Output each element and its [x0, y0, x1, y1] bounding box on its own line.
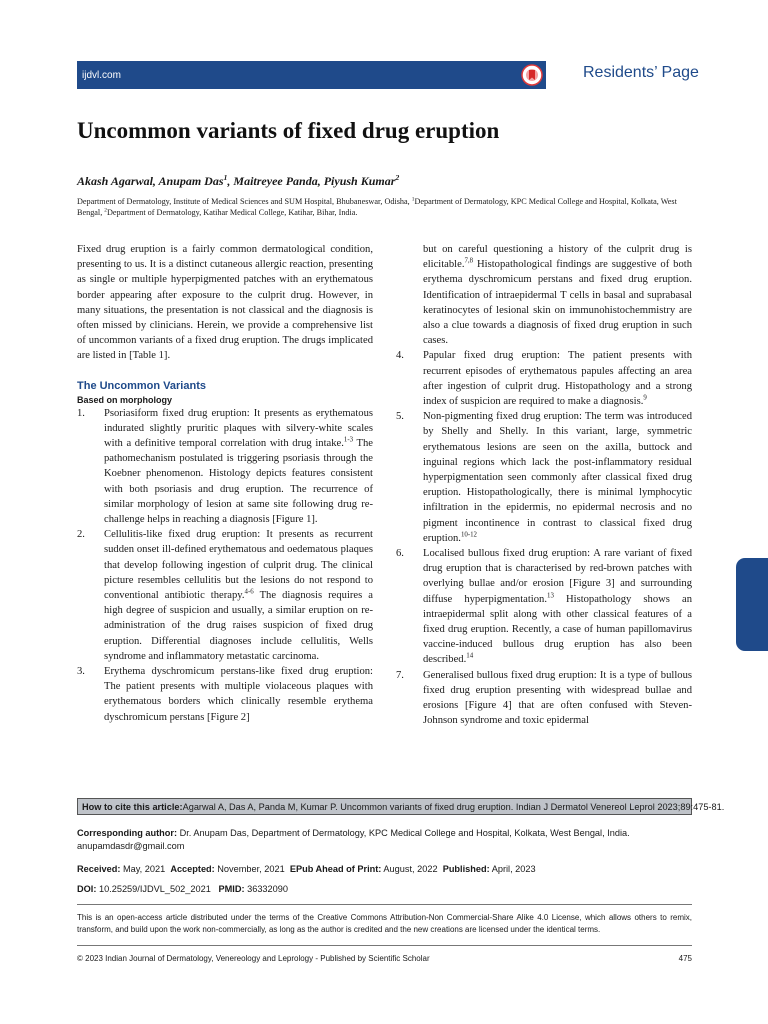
list-item: [396, 409, 692, 546]
affiliation-2: Department of Dermatology, KPC Medical College and Hospital, Kolkata, West Bengal,: [77, 197, 677, 217]
bookmark-logo-icon: [521, 64, 543, 86]
item-text: Cellulitis-like fixed drug eruption: It presents as recurrent sudden onset ill-defined erythematous and oedematous plaques that develop following ingestion of culprit drug. The clinical picture resembles cellulitis but the lesions do not respond to conventional antibiotic therapy.: [104, 529, 373, 602]
item-text: Erythema dyschromicum perstans-like fixed drug eruption: The patient presents with multiple violaceous plaques with erythematous borders which clinically resemble erythema dyschromicum perstans [Figure 2]: [104, 666, 373, 723]
citation-label: How to cite this article:: [82, 801, 183, 812]
list-item: [77, 406, 373, 528]
affiliation-mark-1: 1: [411, 196, 415, 203]
accepted-date: November, 2021: [214, 864, 285, 874]
subsection-heading: Based on morphology: [77, 394, 173, 405]
epub-label: EPub Ahead of Print:: [289, 864, 382, 874]
item-text-cont: The pathomechanism postulated is triggering psoriasis through the Koebner phenomenon. Histology depicts features consistent with both psoriasis and drug eruption. The recurrence of similar morphology of lesion at same site following drug re-challenge helps in reaching a diagnosis [Figure 1].: [104, 438, 373, 526]
pmid-label: PMID:: [218, 884, 245, 894]
item-text: Non-pigmenting fixed drug eruption: The term was introduced by Shelly and Shelly. In this variant, large, symmetric erythematous lesions are seen on the axilla, buttock and inguinal regions which lack the post-inflammatory residual hyperpigmentation seen commonly after classical fixed drug eruption. Histopathologically, there is minimal lymphocytic infiltration in the epidermis, no epidermal necrosis and no pigment incontinence in contrast to classical fixed drug eruption.: [423, 411, 692, 544]
list-item: [396, 546, 692, 668]
journal-header-bar: [77, 61, 546, 89]
list-item: [396, 348, 692, 409]
corresponding-author: [77, 827, 692, 852]
list-item: [77, 664, 373, 725]
received-date: May, 2021: [120, 864, 166, 874]
list-text: [423, 409, 692, 546]
affiliation-mark-2: 2: [104, 207, 107, 214]
pmid-value[interactable]: 36332090: [244, 884, 288, 894]
reference-mark: 13: [547, 592, 554, 600]
reference-mark: 14: [466, 652, 474, 660]
received-label: Received:: [77, 864, 121, 874]
published-label: Published:: [442, 864, 490, 874]
epub-date: August, 2022: [381, 864, 438, 874]
list-number: 6.: [396, 548, 404, 560]
license-text: This is an open-access article distributed under the terms of the Creative Commons Attribution-Non Commercial-Share Alike 4.0 License, which allows others to remix, transform, and build upon the work non-commercially, as long as the author is credited and the new creations are licensed under the identical terms.: [77, 913, 692, 934]
author-affiliation-mark-1: 1: [223, 173, 228, 182]
divider: [77, 904, 692, 905]
item-text-cont: Histopathology shows an intraepidermal split along with other classical features of a fixed drug eruption. Recently, a case of human papillomavirus vaccine-induced bullous drug eruption has also been described.: [423, 593, 692, 666]
body-column-right: [396, 242, 692, 729]
item-text-cont: Histopathological findings are suggestive of both erythema dyschromicum perstans and fixed drug eruption. Identification of intraepidermal T cells in basal and suprabasal keratinocytes of lesional skin on immunohistochemmistry are also a clue towards a diagnosis of fixed drug eruption in such cases.: [423, 259, 692, 347]
section-heading: The Uncommon Variants: [77, 379, 206, 392]
list-number-blank: [396, 242, 423, 348]
corresponding-label: Corresponding author:: [77, 828, 178, 838]
affiliation-1: Department of Dermatology, Institute of Medical Sciences and SUM Hospital, Bhubaneswar, Odisha,: [77, 197, 412, 206]
doi-value[interactable]: 10.25259/IJDVL_502_2021: [96, 884, 211, 894]
citation-text: Agarwal A, Das A, Panda M, Kumar P. Uncommon variants of fixed drug eruption. Indian J Dermatol Venereol Leprol 2023;89:475-81.: [182, 801, 725, 812]
affiliations: [77, 196, 692, 218]
page-footer: [77, 954, 692, 963]
intro-paragraph: Fixed drug eruption is a fairly common dermatological condition, presenting to us. It is a distinct cutaneous allergic reaction, presenting as single or multiple hyperpigmented patches with an erythematous border appearing after exposure to the culprit drug. However, in many situations, the presentation is not classical and the diagnosis is often missed by clinicians. Herein, we provide a comprehensive list of uncommon variants of a fixed drug eruption. The drugs implicated are listed in [Table 1].: [77, 244, 373, 362]
item-text: Papular fixed drug eruption: The patient presents with recurrent episodes of erythematous papules affecting an area after ingestion of culprit drug. Histopathology and a strong index of suspicion are required to make a diagnosis.: [423, 350, 692, 408]
article-identifiers: [77, 883, 692, 896]
email-link[interactable]: anupamdasdr@gmail.com: [77, 840, 185, 851]
list-number: 7.: [396, 669, 404, 681]
reference-mark: 10-12: [460, 531, 477, 539]
doi-label: DOI:: [77, 884, 97, 894]
author-group-1: Akash Agarwal, Anupam Das: [77, 174, 224, 188]
reference-mark: 4-6: [244, 588, 254, 596]
item-text-cont: The diagnosis requires a high degree of suspicion and usually, a similar eruption on re-administration of the drug raises suspicion of fixed drug eruption. Differential diagnoses include cellulitis, Wells syndrome and inflammatory metastatic carcinoma.: [104, 590, 373, 662]
page-number: 475: [678, 954, 692, 963]
author-group-2: , Maitreyee Panda, Piyush Kumar: [227, 174, 396, 188]
list-number: 1.: [77, 407, 85, 419]
list-text: [104, 406, 373, 528]
item-text: Psoriasiform fixed drug eruption: It presents as erythematous indurated slightly pruritic plaques with silvery-white scales with a definitive temporal correlation with drug intake.: [104, 407, 373, 450]
reference-mark: 1-3: [343, 436, 354, 444]
article-title: Uncommon variants of fixed drug eruption: [77, 118, 500, 143]
article-dates: [77, 863, 692, 876]
item-text: Localised bullous fixed drug eruption: A rare variant of fixed drug eruption that is characterised by red-brown patches with overlying bullae and/or erosion [Figure 3] and surrounding diffuse hyperpigmentation.: [423, 548, 692, 605]
item-text: Generalised bullous fixed drug eruption: It is a type of bullous fixed drug eruption presenting with widespread bullae and erosions [Figure 4] that are often confused with Steven-Johnson syndrome and toxic epidermal: [423, 669, 692, 727]
reference-mark: 7,8: [464, 257, 474, 265]
list-number: 2.: [77, 529, 85, 541]
list-item: [77, 527, 373, 664]
author-list: [77, 174, 399, 189]
body-column-left: [77, 242, 373, 725]
author-affiliation-mark-2: 2: [395, 173, 400, 182]
copyright-text: © 2023 Indian Journal of Dermatology, Venereology and Leprology - Published by Scientific Scholar: [77, 954, 430, 963]
list-number: 4.: [396, 350, 404, 362]
site-link[interactable]: ijdvl.com: [82, 69, 121, 81]
variant-list-right: [396, 242, 692, 729]
list-text: [423, 546, 692, 668]
divider: [77, 945, 692, 946]
variant-list-left: [77, 406, 373, 725]
section-label: Residents’ Page: [583, 64, 699, 81]
affiliation-3: Department of Dermatology, Katihar Medical College, Katihar, Bihar, India.: [106, 208, 358, 217]
citation-box: [77, 798, 725, 815]
published-date: April, 2023: [489, 864, 536, 874]
item-text: but on careful questioning a history of the culprit drug is elicitable.: [423, 244, 692, 271]
list-text: [104, 527, 373, 664]
list-item-continued: [396, 242, 692, 348]
list-item: [396, 668, 692, 729]
list-text: [104, 664, 373, 725]
side-tab-marker: [736, 558, 768, 651]
list-number: 5.: [396, 411, 404, 423]
corresponding-text: Dr. Anupam Das, Department of Dermatology, KPC Medical College and Hospital, Kolkata, West Bengal, India.: [177, 828, 630, 838]
list-text: [423, 242, 692, 348]
list-text: [423, 668, 692, 729]
accepted-label: Accepted:: [170, 864, 215, 874]
reference-mark: 9: [643, 394, 647, 402]
list-text: [423, 348, 692, 409]
list-number: 3.: [77, 666, 85, 678]
